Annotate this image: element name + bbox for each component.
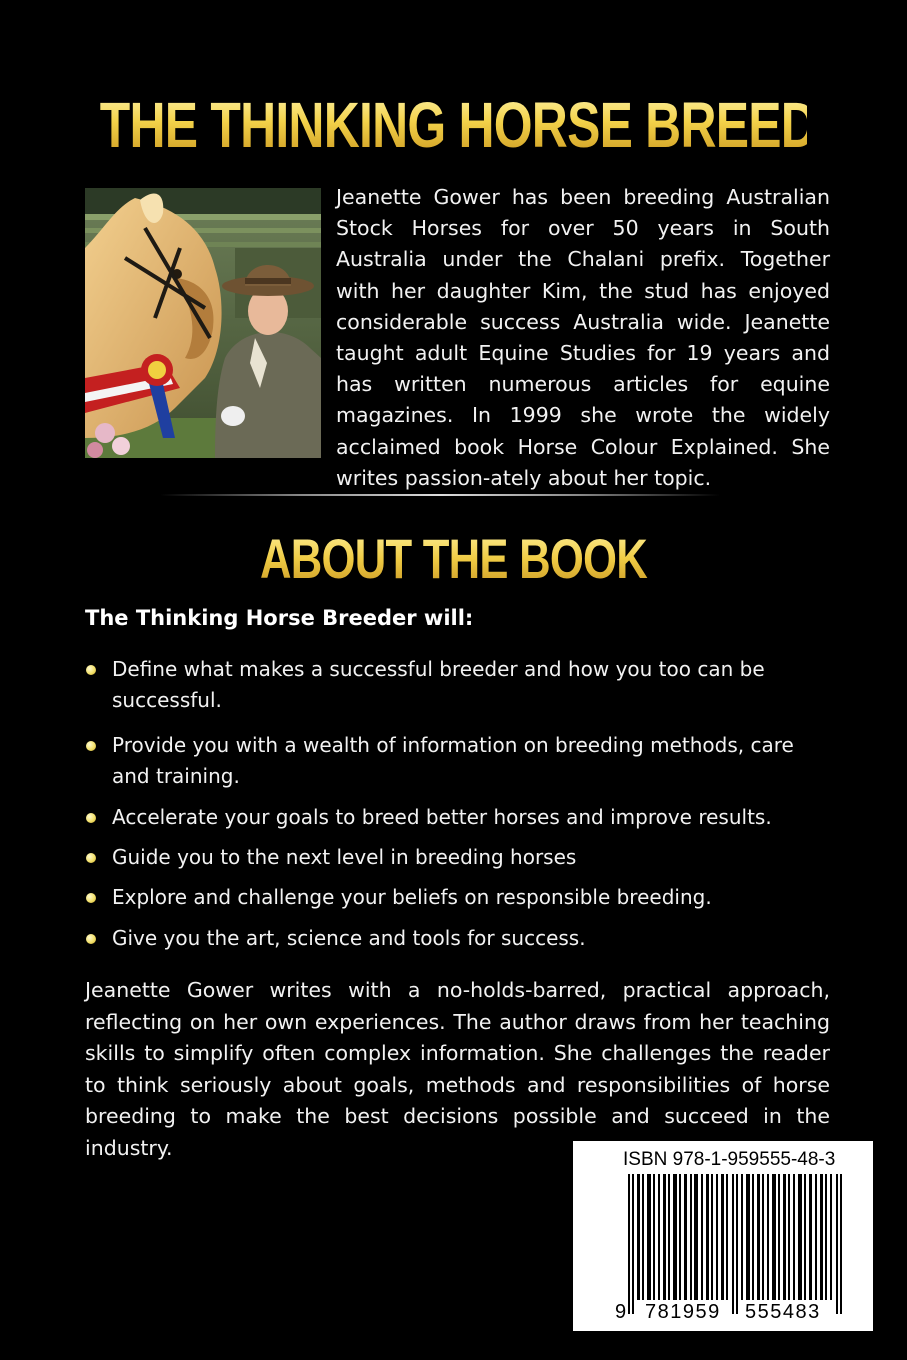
about-lead: The Thinking Horse Breeder will: — [85, 606, 474, 630]
author-horse-image — [85, 188, 321, 458]
list-item — [85, 654, 830, 716]
bullet-icon — [86, 853, 96, 863]
list-item — [85, 842, 830, 873]
author-bio: Jeanette Gower has been breeding Australian Stock Horses for over 50 years in South Australia under the Chalani prefix. Together with her daughter Kim, the stud has enjoyed considerable success Australia wide. Jeanette taught adult Equine Studies for 19 years and has written numerous articles for equine magazines. In 1999 she wrote the widely acclaimed book Horse Colour Explained. She writes passion-ately about her topic. — [336, 185, 830, 490]
author-photo — [85, 188, 321, 458]
list-item — [85, 802, 830, 833]
bullet-icon — [86, 934, 96, 944]
bullet-text: Explore and challenge your beliefs on responsible breeding. — [112, 885, 712, 909]
bullet-icon — [86, 813, 96, 823]
list-item — [85, 730, 830, 792]
isbn-label: ISBN 978-1-959555-48-3 — [623, 1149, 836, 1170]
bullet-text: Define what makes a successful breeder and how you too can be successful. — [112, 657, 765, 712]
closing-paragraph: Jeanette Gower writes with a no-holds-barred, practical approach, reflecting on her own experiences. The author draws from her teaching skills to simplify often complex information. She challenges the reader to think seriously about goals, methods and responsibilities of horse breeding to make the best decisions possible and succeed in the industry. — [85, 978, 830, 1160]
about-heading: ABOUT THE BOOK — [100, 526, 807, 591]
barcode-group-2: 555483 — [745, 1301, 821, 1323]
bullet-icon — [86, 893, 96, 903]
bullet-icon — [86, 665, 96, 675]
bullet-text: Provide you with a wealth of information on breeding methods, care and training. — [112, 733, 794, 788]
bullet-text: Accelerate your goals to breed better horses and improve results. — [112, 805, 772, 829]
barcode-bars — [628, 1174, 842, 1314]
bullet-text: Guide you to the next level in breeding horses — [112, 845, 577, 869]
list-item — [85, 923, 830, 954]
bullet-text: Give you the art, science and tools for success. — [112, 926, 586, 950]
list-item — [85, 882, 830, 913]
bullet-icon — [86, 741, 96, 751]
barcode-lead-digit: 9 — [615, 1301, 628, 1323]
barcode-group-1: 781959 — [645, 1301, 721, 1323]
book-title: THE THINKING HORSE BREEDER — [99, 89, 884, 161]
benefits-list — [85, 654, 830, 954]
isbn-barcode — [573, 1141, 873, 1331]
section-divider — [160, 494, 720, 496]
